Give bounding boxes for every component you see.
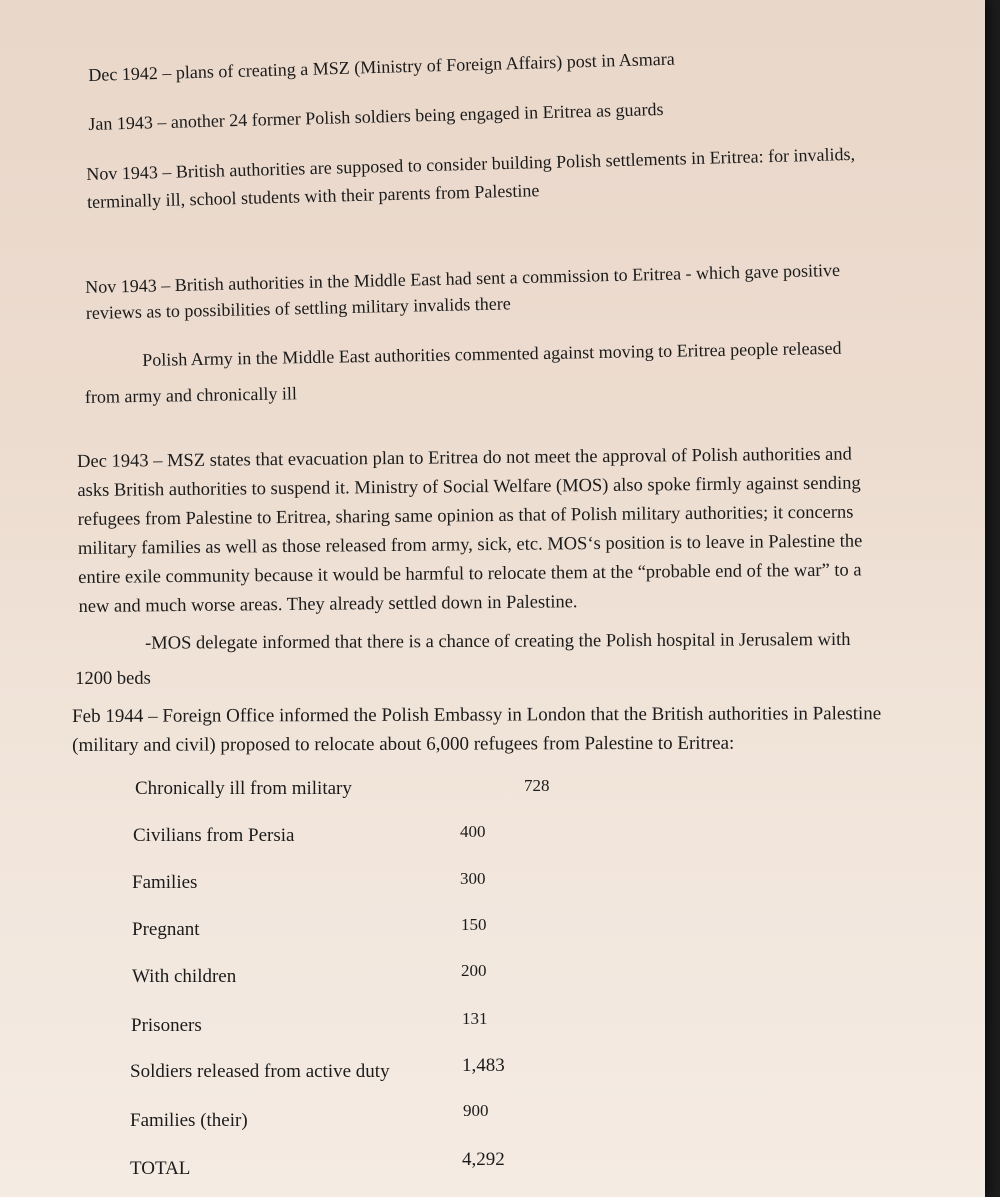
entry-army-comment [84, 330, 842, 415]
table-row-value: 900 [463, 1101, 489, 1120]
entry-jan-1943 [88, 96, 664, 139]
entry-feb-1944 [72, 699, 881, 760]
entry-line: Nov 1943 – British authorities in the Middle East had sent a commission to Eritrea - which gave positive [85, 259, 841, 297]
entry-line-text: -MOS delegate informed that there is a chance of creating the Polish hospital in Jerusalem with [145, 629, 851, 654]
entry-line: asks British authorities to suspend it. Ministry of Social Welfare (MOS) also spoke firmly against sending [77, 473, 861, 501]
table-row-label: Civilians from Persia [133, 825, 295, 846]
table-row-label: Soldiers released from active duty [130, 1061, 390, 1082]
table-row-value: 131 [462, 1009, 488, 1028]
entry-line: reviews as to possibilities of settling military invalids there [85, 293, 511, 323]
entry-line: Nov 1943 – British authorities are supposed to consider building Polish settlements in Eritrea: for invalids, [86, 143, 856, 184]
entry-line [75, 623, 851, 662]
table-total-value: 4,292 [462, 1149, 505, 1170]
table-row-value: 728 [524, 776, 550, 795]
entry-line: Jan 1943 – another 24 former Polish soldiers being engaged in Eritrea as guards [88, 98, 664, 134]
entry-line: (military and civil) proposed to relocate about 6,000 refugees from Palestine to Eritrea: [72, 732, 735, 756]
table-row-value: 400 [460, 822, 486, 841]
entry-mos-delegate [75, 623, 851, 697]
entry-nov-1943-settlements [86, 140, 856, 216]
table-row-label: Chronically ill from military [135, 778, 352, 799]
entry-line: Feb 1944 – Foreign Office informed the Polish Embassy in London that the British authorities in Palestine [72, 703, 882, 727]
entry-line: military families as well as those released from army, sick, etc. MOS‘s position is to leave in Palestine the [77, 531, 863, 559]
entry-nov-1943-commission [85, 257, 841, 326]
entry-line: entire exile community because it would be harmful to relocate them at the “probable end of the war” to a [78, 560, 862, 588]
table-row-value: 1,483 [462, 1055, 505, 1076]
table-total-label: TOTAL [130, 1158, 191, 1179]
table-row-value: 300 [460, 869, 486, 888]
entry-line: new and much worse areas. They already settled down in Palestine. [78, 592, 578, 617]
table-row-label: With children [132, 966, 237, 987]
table-row-value: 150 [461, 915, 487, 934]
entry-line: Dec 1942 – plans of creating a MSZ (Ministry of Foreign Affairs) post in Asmara [88, 48, 675, 85]
entry-line: refugees from Palestine to Eritrea, sharing same opinion as that of Polish military authorities; it concerns [77, 502, 854, 530]
entry-line-text: Polish Army in the Middle East authorities commented against moving to Eritrea people released [142, 337, 842, 370]
table-row-value: 200 [461, 961, 487, 980]
table-row-label: Families (their) [130, 1110, 248, 1131]
entry-line: terminally ill, school students with their parents from Palestine [86, 180, 540, 212]
table-row-label: Families [132, 872, 198, 893]
entry-line: from army and chronically ill [84, 383, 298, 407]
entry-dec-1942 [88, 46, 675, 90]
entry-line: 1200 beds [75, 668, 151, 689]
table-row-label: Pregnant [132, 919, 200, 940]
entry-line: Dec 1943 – MSZ states that evacuation plan to Eritrea do not meet the approval of Polish authorities and [77, 444, 852, 472]
table-row-label: Prisoners [131, 1015, 202, 1036]
entry-dec-1943 [77, 440, 863, 622]
